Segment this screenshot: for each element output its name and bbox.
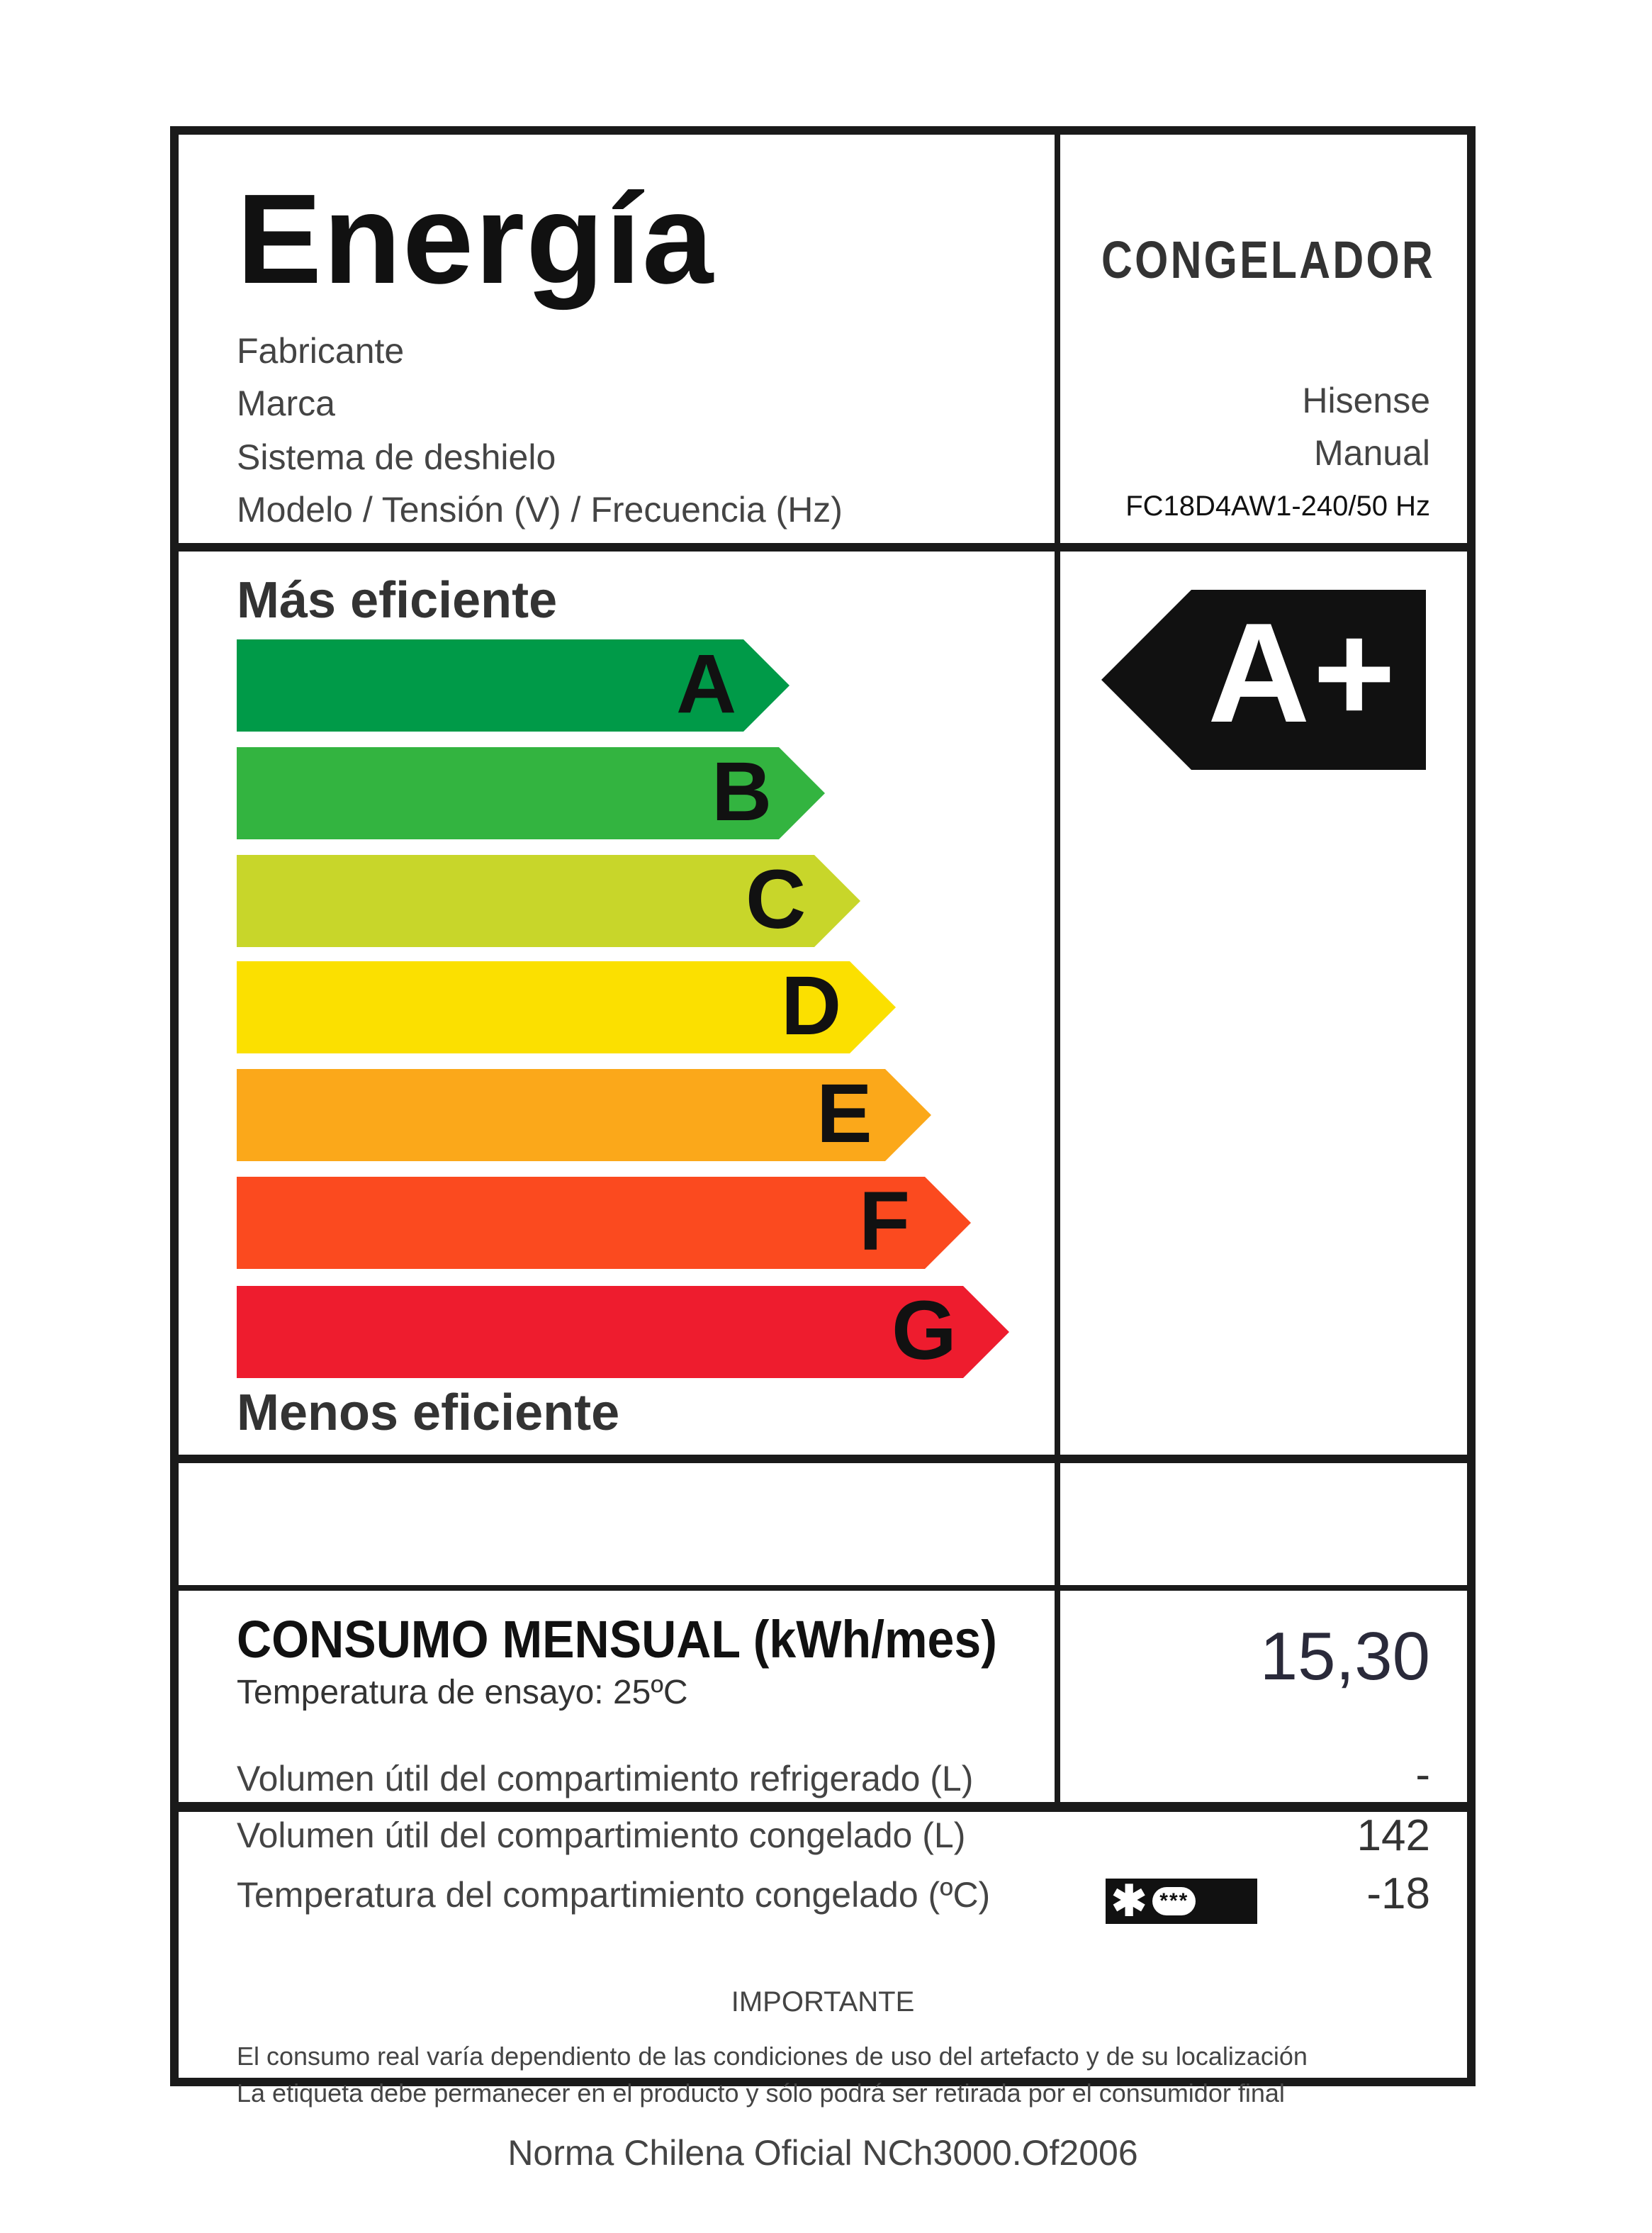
freezer-star-badge bbox=[1106, 1879, 1257, 1924]
rating-value: A+ bbox=[1208, 594, 1399, 752]
class-bar-b bbox=[237, 747, 825, 839]
rating-arrow bbox=[1101, 590, 1426, 773]
class-bar-e bbox=[237, 1069, 931, 1161]
temperatura-congelado-label: Temperatura del compartimiento congelado (ºC) bbox=[237, 1875, 991, 1915]
importante-line-1: El consumo real varía dependiento de las condiciones de uso del artefacto y de su localización bbox=[237, 2042, 1308, 2071]
consumo-subtitle: Temperatura de ensayo: 25ºC bbox=[237, 1674, 688, 1711]
info-label-modelo: Modelo / Tensión (V) / Frecuencia (Hz) bbox=[237, 490, 843, 530]
energy-label bbox=[170, 126, 1476, 2173]
consumo-title: CONSUMO MENSUAL (kWh/mes) bbox=[237, 1610, 997, 1669]
temperatura-congelado-value: -18 bbox=[1366, 1869, 1430, 1918]
class-bar-g-letter: G bbox=[892, 1284, 957, 1377]
volumen-refrigerado-label: Volumen útil del compartimiento refrigerado (L) bbox=[237, 1759, 974, 1798]
divider-consumo bbox=[179, 1585, 1467, 1591]
class-bar-b-letter: B bbox=[712, 745, 772, 839]
model-value: FC18D4AW1-240/50 Hz bbox=[1125, 491, 1430, 522]
star-rating: *** bbox=[1152, 1887, 1196, 1915]
info-label-deshielo: Sistema de deshielo bbox=[237, 437, 556, 477]
scale-top-label: Más eficiente bbox=[237, 572, 558, 629]
consumo-value: 15,30 bbox=[1259, 1618, 1430, 1694]
appliance-type: CONGELADOR bbox=[1101, 230, 1436, 289]
divider-vertical bbox=[1055, 135, 1060, 1802]
class-bar-f-letter: F bbox=[859, 1175, 911, 1268]
scale-bottom-label: Menos eficiente bbox=[237, 1384, 620, 1441]
class-bar-c-letter: C bbox=[746, 853, 807, 946]
class-bar-c bbox=[237, 855, 860, 947]
brand-value: Hisense bbox=[1302, 381, 1430, 420]
class-bar-a-letter: A bbox=[676, 637, 737, 731]
class-bar-g bbox=[237, 1286, 1009, 1378]
norma-text: Norma Chilena Oficial NCh3000.Of2006 bbox=[507, 2133, 1138, 2173]
class-bar-e-letter: E bbox=[816, 1067, 872, 1160]
class-bar-a bbox=[237, 639, 790, 732]
class-bar-d-letter: D bbox=[781, 959, 842, 1053]
importante-line-2: La etiqueta debe permanecer en el producto y sólo podrá ser retirada por el consumidor final bbox=[237, 2078, 1285, 2108]
class-bar-d bbox=[237, 961, 896, 1053]
volumen-congelado-value: 142 bbox=[1356, 1811, 1430, 1860]
divider-header bbox=[179, 543, 1467, 552]
divider-volumes bbox=[179, 1802, 1467, 1812]
volumen-refrigerado-value: - bbox=[1415, 1750, 1430, 1799]
label-title: Energía bbox=[237, 168, 715, 310]
info-label-marca: Marca bbox=[237, 384, 335, 423]
info-label-fabricante: Fabricante bbox=[237, 331, 405, 371]
defrost-value: Manual bbox=[1314, 433, 1430, 473]
importante-title: IMPORTANTE bbox=[731, 1986, 915, 2017]
volumen-congelado-label: Volumen útil del compartimiento congelado (L) bbox=[237, 1815, 966, 1855]
divider-scale bbox=[179, 1455, 1467, 1463]
snowflake-icon: ✱ bbox=[1111, 1877, 1147, 1925]
class-bar-f bbox=[237, 1177, 971, 1269]
